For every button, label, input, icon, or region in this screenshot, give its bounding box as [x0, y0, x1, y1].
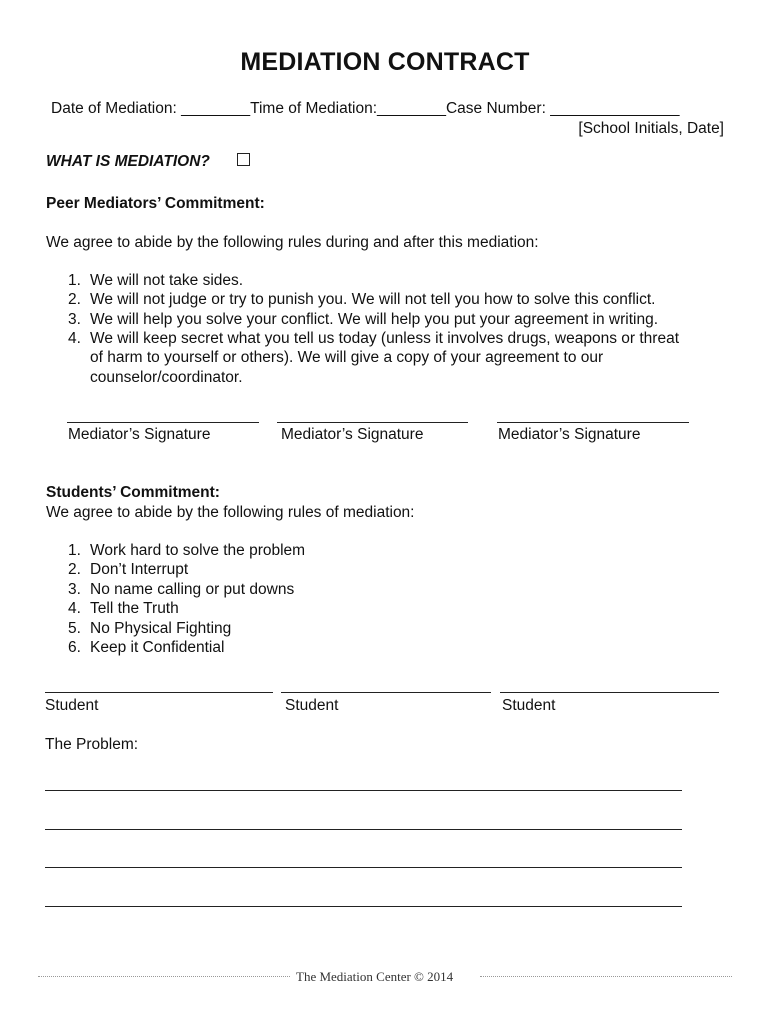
- rule4-continuation-2: counselor/coordinator.: [90, 369, 243, 386]
- case-number-label: Case Number:: [445, 100, 546, 117]
- mediator-signature-line-2[interactable]: [277, 422, 468, 423]
- students-commitment-heading: Students’ Commitment:: [46, 484, 220, 501]
- document-title: MEDIATION CONTRACT: [240, 48, 530, 76]
- mediator-signature-label-1: Mediator’s Signature: [68, 426, 211, 443]
- list-number: 2.: [68, 291, 81, 308]
- student-signature-line-3[interactable]: [500, 692, 719, 693]
- list-number: 4.: [68, 330, 81, 347]
- date-blank[interactable]: ________: [181, 100, 251, 117]
- mediator-signature-label-2: Mediator’s Signature: [281, 426, 424, 443]
- list-number: 6.: [68, 639, 81, 656]
- list-text: We will keep secret what you tell us today (unless it involves drugs, weapons or threat: [90, 330, 679, 347]
- list-text: Work hard to solve the problem: [90, 542, 306, 559]
- list-text: We will not judge or try to punish you. We will not tell you how to solve this conflict.: [90, 291, 656, 308]
- peer-commitment-heading: Peer Mediators’ Commitment:: [46, 195, 265, 212]
- problem-line-4[interactable]: [45, 906, 682, 907]
- footer-divider-right: [480, 976, 732, 977]
- date-label: Date of Mediation:: [51, 100, 177, 117]
- students-commitment-intro: We agree to abide by the following rules of mediation:: [46, 504, 415, 521]
- list-item: [68, 272, 244, 290]
- student-signature-label-1: Student: [45, 697, 99, 714]
- case-number-hint: [School Initials, Date]: [578, 120, 724, 137]
- rule4-continuation-1: of harm to yourself or others). We will give a copy of your agreement to our: [90, 349, 604, 366]
- list-number: 3.: [68, 311, 81, 328]
- list-number: 1.: [68, 272, 81, 289]
- footer-text: The Mediation Center © 2014: [296, 969, 454, 984]
- what-is-mediation-heading: WHAT IS MEDIATION?: [46, 153, 210, 170]
- problem-line-1[interactable]: [45, 790, 682, 791]
- mediator-signature-line-1[interactable]: [67, 422, 259, 423]
- list-number: 2.: [68, 561, 81, 578]
- list-text: No name calling or put downs: [90, 581, 295, 598]
- list-item: [68, 639, 225, 657]
- list-item: [68, 561, 189, 579]
- case-number-blank[interactable]: _______________: [550, 100, 680, 117]
- student-signature-line-2[interactable]: [281, 692, 491, 693]
- list-number: 4.: [68, 600, 81, 617]
- what-is-mediation-checkbox[interactable]: [237, 153, 250, 166]
- list-text: No Physical Fighting: [90, 620, 232, 637]
- footer-divider-left: [38, 976, 290, 977]
- list-number: 3.: [68, 581, 81, 598]
- date-of-mediation-row: [51, 100, 680, 118]
- time-label: Time of Mediation:: [250, 100, 377, 117]
- student-signature-label-2: Student: [285, 697, 339, 714]
- problem-line-2[interactable]: [45, 829, 682, 830]
- peer-commitment-intro: We agree to abide by the following rules during and after this mediation:: [46, 234, 539, 251]
- list-text: We will not take sides.: [90, 272, 244, 289]
- list-item: [68, 581, 295, 599]
- list-text: Keep it Confidential: [90, 639, 225, 656]
- student-signature-line-1[interactable]: [45, 692, 273, 693]
- list-item: [68, 291, 656, 309]
- list-item: [68, 542, 306, 560]
- list-number: 5.: [68, 620, 81, 637]
- problem-label: The Problem:: [45, 736, 139, 753]
- list-item: [68, 311, 659, 329]
- list-item: [68, 600, 179, 618]
- list-text: Don’t Interrupt: [90, 561, 189, 578]
- student-signature-label-3: Student: [502, 697, 556, 714]
- problem-line-3[interactable]: [45, 867, 682, 868]
- list-text: Tell the Truth: [90, 600, 179, 617]
- time-blank[interactable]: ________: [377, 100, 446, 117]
- mediator-signature-line-3[interactable]: [497, 422, 689, 423]
- list-text: We will help you solve your conflict. We will help you put your agreement in writing.: [90, 311, 659, 328]
- list-number: 1.: [68, 542, 81, 559]
- mediator-signature-label-3: Mediator’s Signature: [498, 426, 641, 443]
- list-item: [68, 330, 679, 348]
- list-item: [68, 620, 232, 638]
